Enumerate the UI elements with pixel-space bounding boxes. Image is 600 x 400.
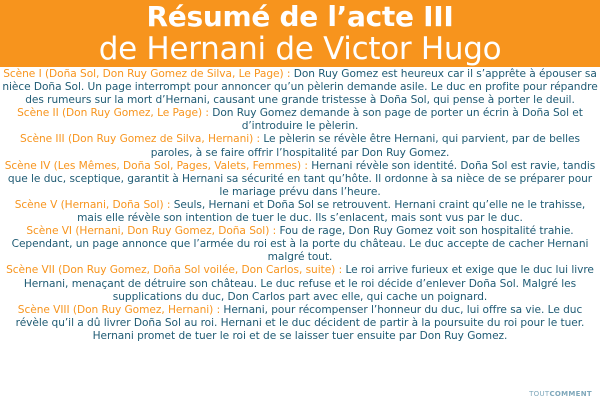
scene-2-label: Scène II (Don Ruy Gomez, Le Page) :: [17, 107, 209, 120]
brand-logo-part1: TOUT: [529, 390, 550, 398]
scene-6-paragraph: [2, 225, 598, 264]
scene-1-paragraph: [2, 68, 598, 107]
scene-6-text: Fou de rage, Don Ruy Gomez voit son hospitalité trahie. Cependant, un page annonce que l’armée du roi est à la porte du château. Le duc accepte de cacher Hernani malgré tout.: [11, 225, 589, 264]
scene-7-label: Scène VII (Don Ruy Gomez, Doña Sol voilée, Don Carlos, suite) :: [6, 264, 343, 277]
scene-8-text: Hernani, pour récompenser l’honneur du duc, lui offre sa vie. Le duc révèle qu’il a dû livrer Doña Sol au roi. Hernani et le duc décident de partir à la poursuite du roi pour le tuer. Hernani promet de tuer le roi et de se laisser tuer ensuite par Don Ruy Gomez.: [15, 303, 585, 342]
page-subtitle: de Hernani de Victor Hugo: [98, 31, 502, 67]
scene-5-text: Seuls, Hernani et Doña Sol se retrouvent. Hernani craint qu’elle ne le trahisse, mais elle révèle son intention de tuer le duc. Ils s’enlacent, mais sont vus par le duc.: [77, 198, 586, 225]
scene-5-label: Scène V (Hernani, Doña Sol) :: [14, 198, 171, 211]
title-banner: [0, 0, 600, 67]
page-title: Résumé de l’acte III: [146, 0, 454, 33]
scene-4-label: Scène IV (Les Mêmes, Doña Sol, Pages, Valets, Femmes) :: [4, 159, 308, 172]
scene-6-label: Scène VI (Hernani, Don Ruy Gomez, Doña Sol) :: [26, 225, 277, 238]
scene-1-label: Scène I (Doña Sol, Don Ruy Gomez de Silva, Le Page) :: [3, 68, 291, 80]
scene-8-label: Scène VIII (Don Ruy Gomez, Hernani) :: [17, 303, 221, 316]
brand-logo: [529, 390, 592, 398]
scene-8-paragraph: [2, 304, 598, 343]
scene-3-label: Scène III (Don Ruy Gomez de Silva, Hernani) :: [20, 133, 261, 146]
scene-2-paragraph: [2, 107, 598, 133]
scene-5-paragraph: [2, 199, 598, 225]
scene-1-text: Don Ruy Gomez est heureux car il s’apprête à épouser sa nièce Doña Sol. Un page interrompt pour annoncer qu’un pèlerin demande asile. Le duc en profite pour répandre des rumeurs sur la mort d’Hernani, causant une grande tristesse à Doña Sol, qui pense à porter le deuil.: [2, 68, 598, 107]
scene-4-paragraph: [2, 160, 598, 199]
scene-summary-list: [2, 68, 598, 343]
scene-3-paragraph: [2, 133, 598, 159]
scene-7-text: Le roi arrive furieux et exige que le duc lui livre Hernani, menaçant de détruire son château. Le duc refuse et le roi décide d’enlever Doña Sol. Malgré les supplications du duc, Don Carlos part avec elle, qui cache un poignard.: [23, 264, 594, 303]
scene-2-text: Don Ruy Gomez demande à son page de porter un écrin à Doña Sol et d’introduire le pèlerin.: [212, 107, 583, 133]
scene-4-text: Hernani révèle son identité. Doña Sol est ravie, tandis que le duc, sceptique, garantit à Hernani sa sécurité en tant qu’hôte. Il ordonne à sa nièce de se préparer pour le mariage prévu dans l’heure.: [7, 159, 596, 198]
scene-3-text: Le pèlerin se révèle être Hernani, qui parvient, par de belles paroles, à se faire offrir l’hospitalité par Don Ruy Gomez.: [150, 133, 580, 159]
brand-logo-part2: COMMENT: [549, 390, 592, 398]
scene-7-paragraph: [2, 264, 598, 303]
